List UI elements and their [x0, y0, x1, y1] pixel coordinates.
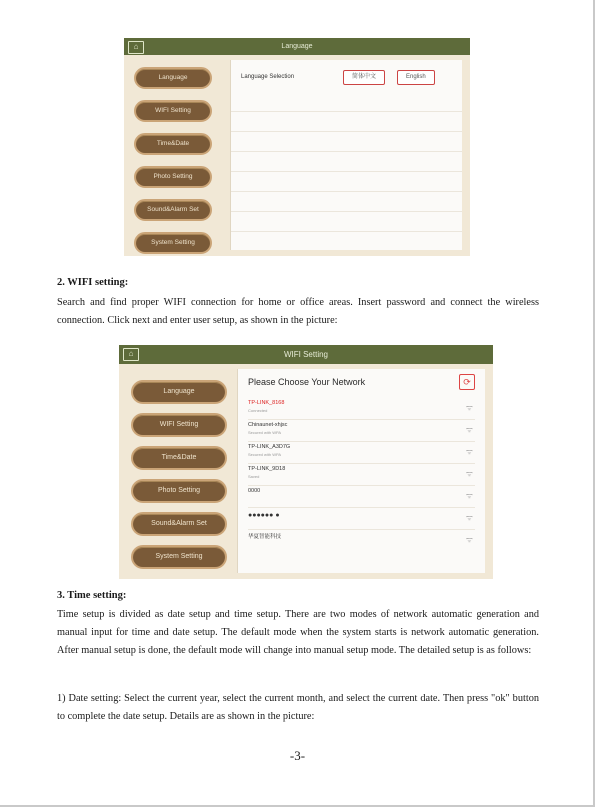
- home-icon[interactable]: ⌂: [128, 41, 144, 54]
- network-ssid: TP-LINK_9D18: [248, 466, 286, 472]
- title-bar: [119, 345, 493, 364]
- wifi-paragraph: Search and find proper WIFI connection for home or office areas. Insert password and connect the wireless connection. Click next and enter user setup, as shown in the picture:: [57, 297, 539, 326]
- wifi-signal-icon: ᯤ: [465, 491, 473, 500]
- menu-sound-alarm[interactable]: Sound&Alarm Set: [134, 199, 212, 221]
- page-number: -3-: [289, 748, 306, 763]
- wifi-signal-icon: ᯤ: [465, 513, 473, 522]
- network-item[interactable]: [248, 529, 475, 551]
- screen-title: WIFI Setting: [283, 350, 328, 359]
- sidebar: [119, 364, 237, 579]
- screen-title: Language: [281, 43, 313, 50]
- menu-time-date[interactable]: Time&Date: [131, 446, 227, 470]
- network-status: Saved: [248, 474, 260, 479]
- wifi-signal-icon: ᯤ: [465, 469, 473, 478]
- time-heading: 3. Time setting:: [57, 590, 127, 601]
- chinese-button[interactable]: 简体中文: [343, 70, 385, 85]
- menu-language[interactable]: Language: [134, 67, 212, 89]
- network-ssid: TP-LINK_8168: [248, 400, 285, 406]
- wifi-signal-icon: ᯤ: [465, 447, 473, 456]
- title-bar: [124, 38, 470, 55]
- date-setting-paragraph: 1) Date setting: Select the current year, select the current month, and select the current date. Then press "ok" button to complete the date setup. Details are as shown in the picture:: [57, 693, 539, 722]
- language-panel: [230, 60, 462, 250]
- menu-time-date[interactable]: Time&Date: [134, 133, 212, 155]
- home-icon[interactable]: ⌂: [123, 348, 139, 361]
- menu-system-setting[interactable]: System Setting: [134, 232, 212, 254]
- sidebar: [124, 55, 230, 256]
- network-status: Secured with WPA: [248, 452, 282, 457]
- wifi-screenshot: [119, 345, 493, 579]
- network-ssid: Chinaunet-xhjsc: [248, 422, 288, 428]
- wifi-heading: 2. WIFI setting:: [57, 277, 129, 288]
- network-item[interactable]: [248, 463, 475, 486]
- refresh-icon[interactable]: ⟳: [459, 374, 475, 390]
- menu-language[interactable]: Language: [131, 380, 227, 404]
- network-item[interactable]: [248, 419, 475, 442]
- network-status: Connected: [248, 408, 268, 413]
- network-ssid: ●●●●●● ●: [248, 512, 280, 519]
- english-button[interactable]: English: [397, 70, 435, 85]
- network-item[interactable]: [248, 397, 475, 420]
- menu-sound-alarm[interactable]: Sound&Alarm Set: [131, 512, 227, 536]
- language-screenshot: [124, 38, 470, 256]
- wifi-signal-icon: ᯤ: [465, 403, 473, 412]
- network-ssid: TP-LINK_A3D7G: [248, 444, 291, 450]
- network-ssid: 华夏智能科技: [248, 534, 282, 540]
- network-item[interactable]: [248, 441, 475, 464]
- menu-wifi-setting[interactable]: WIFI Setting: [134, 100, 212, 122]
- menu-system-setting[interactable]: System Setting: [131, 545, 227, 569]
- choose-network-heading: Please Choose Your Network: [248, 377, 366, 387]
- network-ssid: 0000: [248, 488, 261, 494]
- menu-photo-setting[interactable]: Photo Setting: [134, 166, 212, 188]
- wifi-signal-icon: ᯤ: [465, 425, 473, 434]
- network-status: Secured with WPA: [248, 430, 282, 435]
- network-item[interactable]: [248, 485, 475, 508]
- wifi-panel: [237, 369, 485, 573]
- network-item[interactable]: [248, 507, 475, 530]
- menu-photo-setting[interactable]: Photo Setting: [131, 479, 227, 503]
- menu-wifi-setting[interactable]: WIFI Setting: [131, 413, 227, 437]
- time-paragraph: Time setup is divided as date setup and time setup. There are two modes of network automatic generation and manual input for time and date setup. The default mode when the system starts is network automatic generation. After manual setup is done, the default mode will change into manual setup mode. The detailed setup is as follows:: [57, 609, 539, 656]
- language-selection-label: Language Selection: [241, 74, 295, 80]
- wifi-signal-icon: ᯤ: [465, 535, 473, 544]
- empty-rows: [231, 92, 462, 250]
